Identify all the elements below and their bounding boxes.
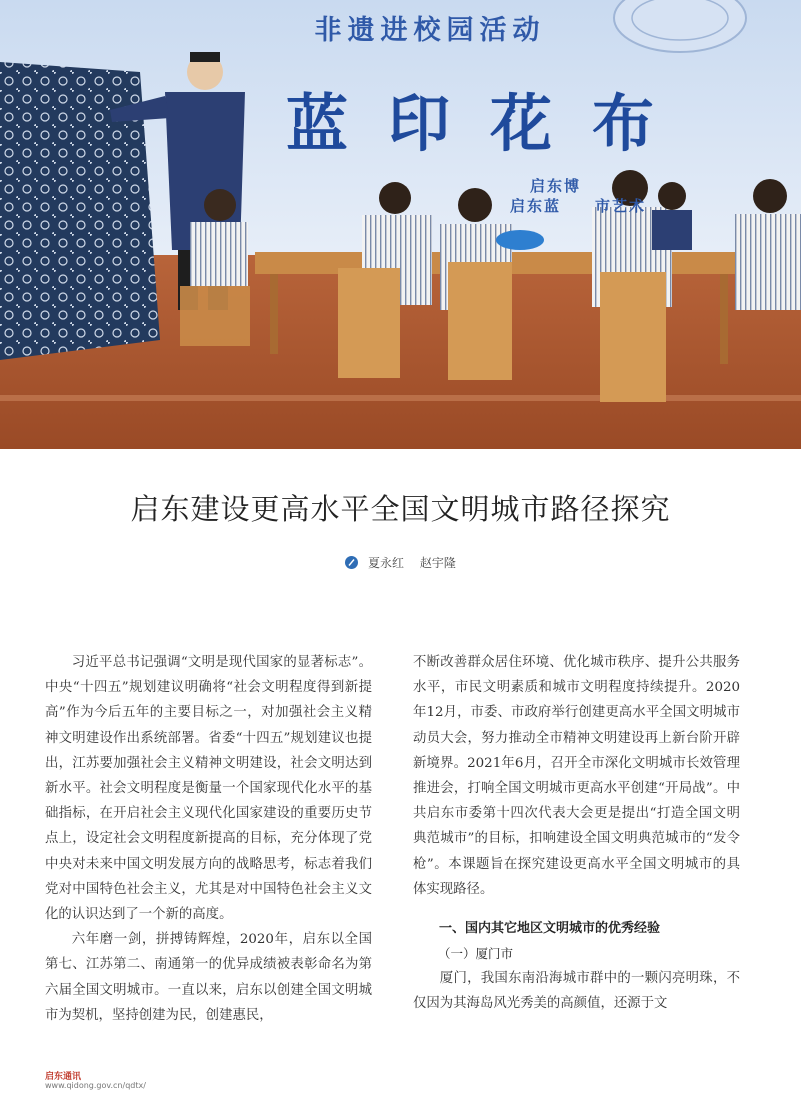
classroom-scene — [0, 0, 801, 449]
left-column — [45, 650, 372, 1028]
footer-url[interactable]: www.qidong.gov.cn/qdtx/ — [45, 1081, 146, 1090]
banner-sub-line2: 启东蓝 市艺术 — [510, 197, 647, 215]
author-name: 赵宇隆 — [419, 556, 456, 570]
pen-icon — [345, 556, 358, 572]
banner-event-title: 非遗进校园活动 — [314, 15, 546, 46]
banner-sub-text — [510, 176, 760, 216]
section-heading: 一、国内其它地区文明城市的优秀经验 — [439, 921, 661, 937]
paragraph: 习近平总书记强调“文明是现代国家的显著标志”。中央“十四五”规划建议明确将“社会文明程度得到新提高”作为今后五年的主要目标之一，对加强社会主义精神文明建设作出系统部署。省委“十四五”规划建议也提出，江苏要加强社会主义精神文明建设，社会文明达到新水平。社会文明程度是衡量一个国家现代化水平的基础指标，在开启社会主义现代化国家建设的重要历史节点上，设定社会文明程度新提高的目标，充分体现了党中央对未来中国文明发展方向的战略思考，标志着我们党对中国特色社会主义，尤其是对中国特色社会主义文化的认识达到了一个新的高度。 — [45, 655, 372, 923]
subsection-heading: （一）厦门市 — [438, 946, 514, 962]
paragraph-continued: 不断改善群众居住环境、优化城市秩序、提升公共服务水平，市民文明素质和城市文明程度持续提升。2020年12月，市委、市政府举行创建更高水平全国文明城市动员大会，努力推动全市精神文明建设再上新台阶开辟新境界。2021年6月，召开全市深化文明城市长效管理推进会，打响全国文明城市更高水平创建“开局战”。中共启东市委第十四次代表大会更是提出“打造全国文明典范城市”的目标，扣响建设全国文明典范城市的“发令枪”。本课题旨在探究建设更高水平全国文明城市的具体实现路径。 — [413, 655, 740, 897]
author-name: 夏永红 — [367, 556, 404, 570]
hero-photo — [0, 0, 801, 449]
footer-brand: 启东通讯 — [45, 1072, 82, 1082]
banner-main-title: 蓝印花布 — [285, 87, 694, 160]
paragraph: 厦门，我国东南沿海城市群中的一颗闪亮明珠，不仅因为其海岛风光秀美的高颜值，还源于文 — [413, 971, 740, 1012]
banner-sub-line1: 启东博 — [530, 177, 582, 195]
article-title: 启东建设更高水平全国文明城市路径探究 — [130, 492, 671, 526]
byline — [0, 554, 801, 572]
right-column — [413, 650, 740, 1016]
paragraph: 六年磨一剑，拼搏铸辉煌，2020年，启东以全国第七、江苏第二、南通第一的优异成绩被表彰命名为第六届全国文明城市。一直以来，启东以创建全国文明城市为契机，坚持创建为民，创建惠民， — [45, 932, 372, 1023]
